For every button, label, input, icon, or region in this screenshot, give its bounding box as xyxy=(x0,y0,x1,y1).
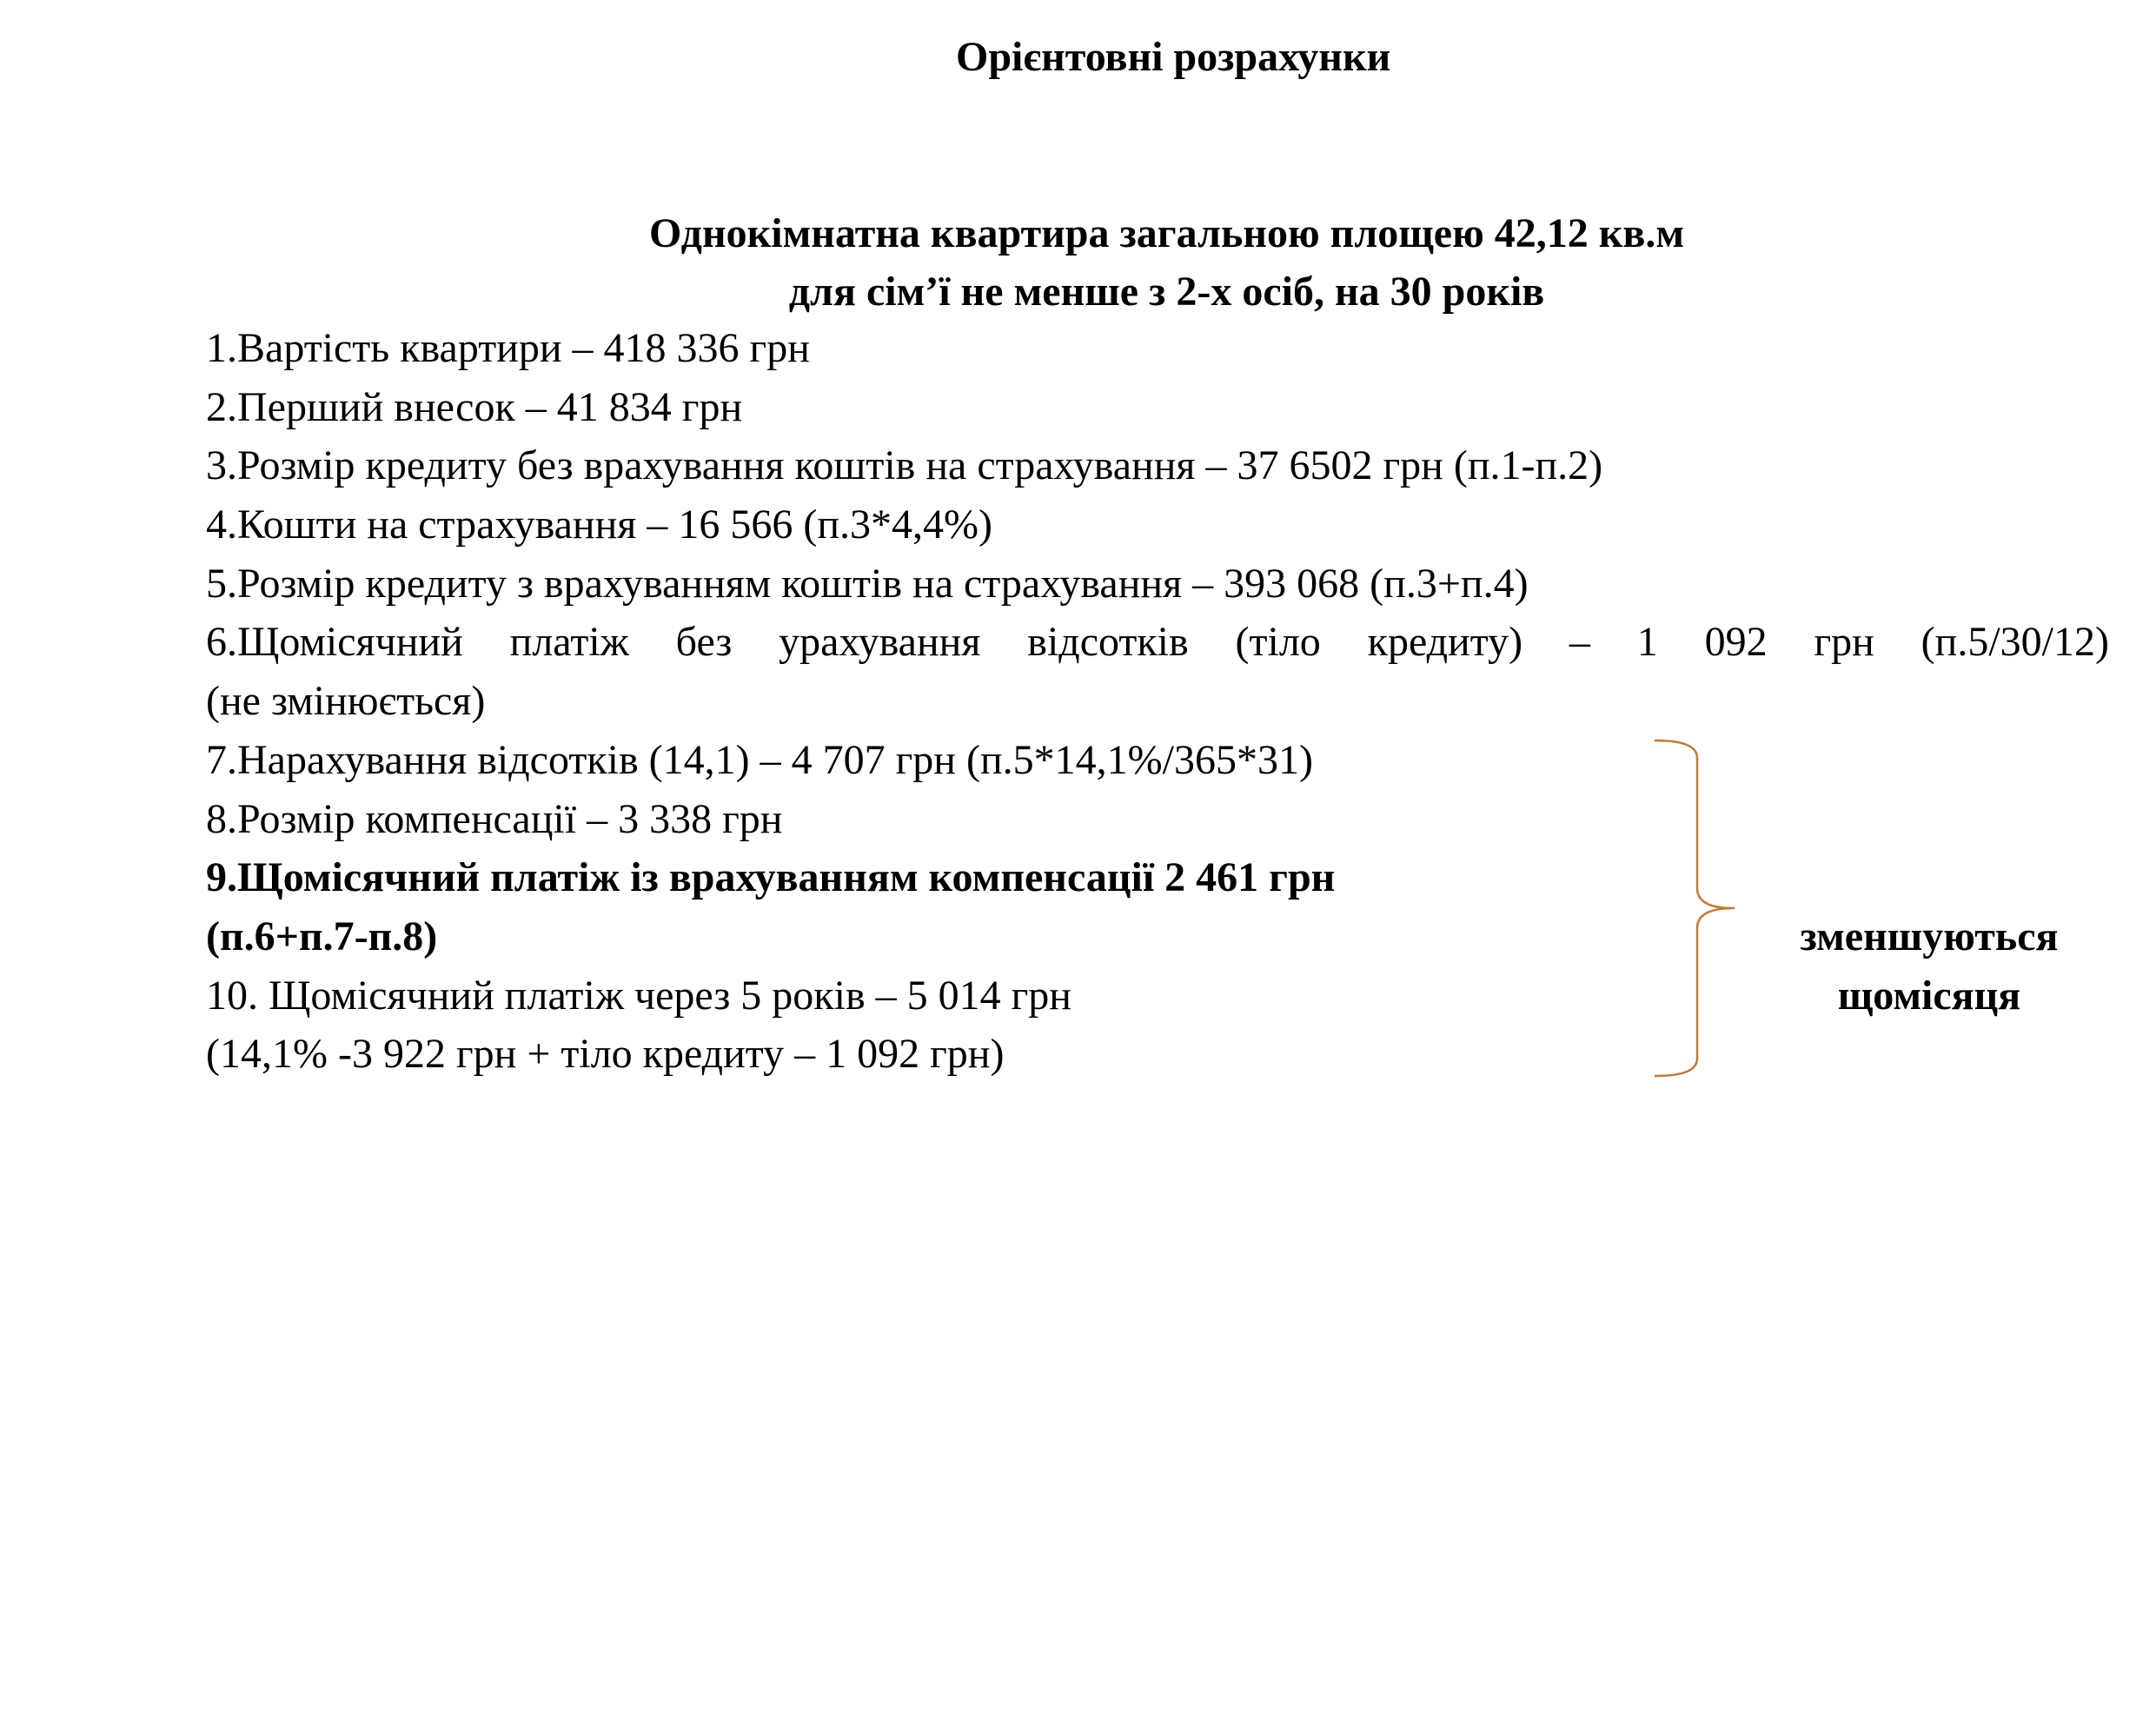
item-10-payment-after-5-years: 10. Щомісячний платіж через 5 років – 5 014 грн xyxy=(206,972,1071,1019)
item-2-down-payment: 2.Перший внесок – 41 834 грн xyxy=(206,383,743,430)
item-10-breakdown: (14,1% -3 922 грн + тіло кредиту – 1 092 грн) xyxy=(206,1031,1005,1078)
item-7-interest: 7.Нарахування відсотків (14,1) – 4 707 грн (п.5*14,1%/365*31) xyxy=(206,736,1313,783)
side-note xyxy=(1747,907,2112,1026)
side-note-line-1: зменшуються xyxy=(1800,913,2059,959)
side-note-line-2: щомісяця xyxy=(1837,973,2021,1019)
item-3-loan-without-insurance: 3.Розмір кредиту без врахування коштів на страхування – 37 6502 грн (п.1-п.2) xyxy=(206,442,1603,489)
item-6-note: (не змінюється) xyxy=(206,678,486,725)
item-9-formula: (п.6+п.7-п.8) xyxy=(206,913,438,959)
subtitle-line-2: для сім’ї не менше з 2-х осіб, на 30 років xyxy=(788,269,1545,315)
item-4-insurance-funds: 4.Кошти на страхування – 16 566 (п.3*4,4%) xyxy=(206,501,993,548)
page-title: Орієнтовні розрахунки xyxy=(956,34,1391,80)
item-6-monthly-principal: 6.Щомісячний платіж без урахування відсотків (тіло кредиту) – 1 092 грн (п.5/30/12) xyxy=(206,619,2109,666)
item-1-apartment-cost: 1.Вартість квартири – 418 336 грн xyxy=(206,325,810,371)
item-5-loan-with-insurance: 5.Розмір кредиту з врахуванням коштів на страхування – 393 068 (п.3+п.4) xyxy=(206,560,1529,607)
item-8-compensation: 8.Розмір компенсації – 3 338 грн xyxy=(206,795,783,842)
subtitle-line-1: Однокімнатна квартира загальною площею 42,12 кв.м xyxy=(648,210,1685,256)
item-9-monthly-payment: 9.Щомісячний платіж із врахуванням компенсації 2 461 грн xyxy=(206,854,1336,901)
curly-brace xyxy=(1647,739,1751,1078)
